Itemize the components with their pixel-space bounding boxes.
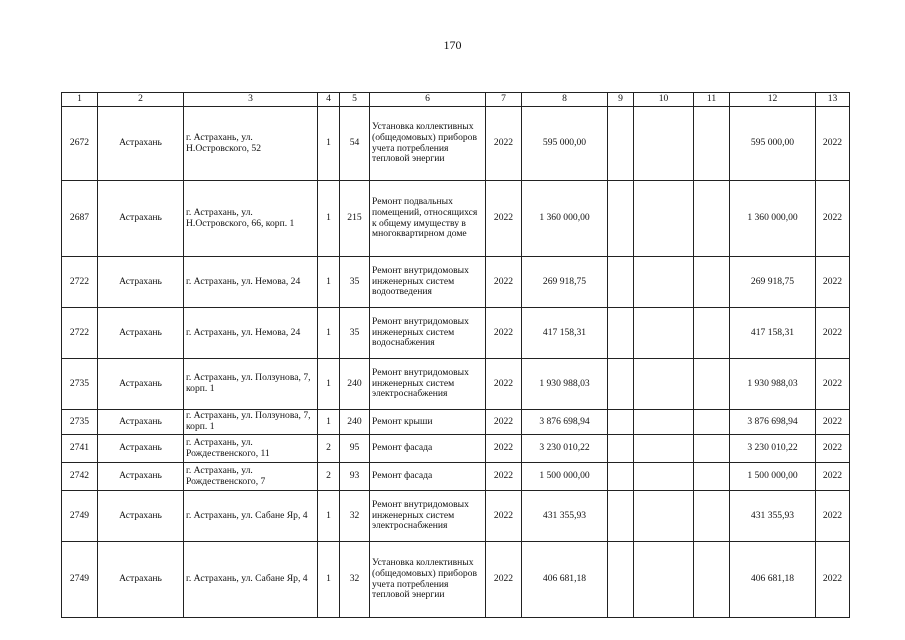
cell-work-type: Ремонт подвальных помещений, относящихся к общему имуществу в многоквартирном доме — [370, 181, 486, 257]
cell-municipality: Астрахань — [98, 107, 184, 181]
cell-col-9 — [608, 542, 634, 618]
cell-cost-regional: 1 930 988,03 — [730, 359, 816, 410]
table-row — [62, 181, 850, 257]
cell-col-9 — [608, 435, 634, 463]
cell-municipality: Астрахань — [98, 463, 184, 491]
cell-row-id: 2742 — [62, 463, 98, 491]
cell-cost-total: 269 918,75 — [522, 257, 608, 308]
cell-col-11 — [694, 359, 730, 410]
cell-col-4: 1 — [318, 257, 340, 308]
column-header-10: 10 — [634, 93, 694, 107]
table-row — [62, 435, 850, 463]
cell-cost-total: 1 360 000,00 — [522, 181, 608, 257]
cell-work-type: Ремонт крыши — [370, 410, 486, 435]
cell-row-id: 2722 — [62, 308, 98, 359]
cell-col-10 — [634, 359, 694, 410]
cell-municipality: Астрахань — [98, 410, 184, 435]
table-row — [62, 107, 850, 181]
cell-work-type: Установка коллективных (общедомовых) приборов учета потребления тепловой энергии — [370, 542, 486, 618]
cell-col-11 — [694, 257, 730, 308]
cell-municipality: Астрахань — [98, 542, 184, 618]
cell-address: г. Астрахань, ул. Сабане Яр, 4 — [184, 542, 318, 618]
cell-col-5: 32 — [340, 542, 370, 618]
cell-col-9 — [608, 181, 634, 257]
column-header-11: 11 — [694, 93, 730, 107]
cell-address: г. Астрахань, ул. Рождественского, 11 — [184, 435, 318, 463]
column-header-4: 4 — [318, 93, 340, 107]
cell-year-end: 2022 — [816, 359, 850, 410]
cell-col-11 — [694, 410, 730, 435]
cell-col-4: 1 — [318, 181, 340, 257]
cell-cost-regional: 1 360 000,00 — [730, 181, 816, 257]
column-header-7: 7 — [486, 93, 522, 107]
cell-year-start: 2022 — [486, 257, 522, 308]
table-row — [62, 463, 850, 491]
table-row — [62, 491, 850, 542]
cell-col-4: 1 — [318, 308, 340, 359]
table-header-row — [62, 93, 850, 107]
cell-cost-regional: 406 681,18 — [730, 542, 816, 618]
cell-municipality: Астрахань — [98, 359, 184, 410]
cell-cost-regional: 3 230 010,22 — [730, 435, 816, 463]
cell-address: г. Астрахань, ул. Рождественского, 7 — [184, 463, 318, 491]
cell-year-end: 2022 — [816, 542, 850, 618]
cell-cost-regional: 3 876 698,94 — [730, 410, 816, 435]
cell-address: г. Астрахань, ул. Ползунова, 7, корп. 1 — [184, 410, 318, 435]
cell-col-10 — [634, 410, 694, 435]
cell-year-end: 2022 — [816, 107, 850, 181]
cell-col-10 — [634, 491, 694, 542]
cell-year-start: 2022 — [486, 359, 522, 410]
cell-col-5: 240 — [340, 359, 370, 410]
cell-col-10 — [634, 435, 694, 463]
cell-col-4: 2 — [318, 435, 340, 463]
cell-col-9 — [608, 410, 634, 435]
cell-row-id: 2749 — [62, 542, 98, 618]
cell-year-start: 2022 — [486, 308, 522, 359]
column-header-13: 13 — [816, 93, 850, 107]
cell-row-id: 2735 — [62, 410, 98, 435]
table-body — [62, 93, 850, 618]
cell-col-10 — [634, 257, 694, 308]
column-header-5: 5 — [340, 93, 370, 107]
cell-work-type: Ремонт внутридомовых инженерных систем водоотведения — [370, 257, 486, 308]
cell-col-4: 1 — [318, 491, 340, 542]
cell-col-10 — [634, 542, 694, 618]
cell-row-id: 2672 — [62, 107, 98, 181]
cell-col-4: 1 — [318, 542, 340, 618]
cell-col-11 — [694, 542, 730, 618]
cell-col-9 — [608, 463, 634, 491]
cell-year-end: 2022 — [816, 435, 850, 463]
column-header-8: 8 — [522, 93, 608, 107]
table-row — [62, 410, 850, 435]
column-header-6: 6 — [370, 93, 486, 107]
cell-row-id: 2749 — [62, 491, 98, 542]
cell-address: г. Астрахань, ул. Сабане Яр, 4 — [184, 491, 318, 542]
column-header-2: 2 — [98, 93, 184, 107]
cell-col-11 — [694, 107, 730, 181]
cell-cost-total: 406 681,18 — [522, 542, 608, 618]
cell-work-type: Ремонт фасада — [370, 463, 486, 491]
cell-col-4: 1 — [318, 107, 340, 181]
cell-col-5: 215 — [340, 181, 370, 257]
cell-col-10 — [634, 181, 694, 257]
cell-cost-total: 3 230 010,22 — [522, 435, 608, 463]
cell-work-type: Ремонт внутридомовых инженерных систем водоснабжения — [370, 308, 486, 359]
column-header-9: 9 — [608, 93, 634, 107]
cell-year-start: 2022 — [486, 491, 522, 542]
cell-municipality: Астрахань — [98, 435, 184, 463]
cell-cost-regional: 269 918,75 — [730, 257, 816, 308]
cell-col-5: 54 — [340, 107, 370, 181]
table-row — [62, 359, 850, 410]
cell-year-end: 2022 — [816, 308, 850, 359]
cell-year-end: 2022 — [816, 491, 850, 542]
cell-col-4: 1 — [318, 410, 340, 435]
cell-year-end: 2022 — [816, 257, 850, 308]
cell-address: г. Астрахань, ул. Н.Островского, 66, корп. 1 — [184, 181, 318, 257]
cell-col-5: 35 — [340, 257, 370, 308]
cell-cost-total: 417 158,31 — [522, 308, 608, 359]
cell-municipality: Астрахань — [98, 308, 184, 359]
cell-col-11 — [694, 308, 730, 359]
cell-col-5: 35 — [340, 308, 370, 359]
cell-cost-regional: 1 500 000,00 — [730, 463, 816, 491]
table-row — [62, 308, 850, 359]
cell-col-9 — [608, 257, 634, 308]
cell-cost-total: 3 876 698,94 — [522, 410, 608, 435]
cell-cost-total: 595 000,00 — [522, 107, 608, 181]
cell-row-id: 2687 — [62, 181, 98, 257]
cell-col-9 — [608, 308, 634, 359]
cell-cost-total: 1 500 000,00 — [522, 463, 608, 491]
cell-year-end: 2022 — [816, 410, 850, 435]
table-row — [62, 257, 850, 308]
cell-address: г. Астрахань, ул. Немова, 24 — [184, 308, 318, 359]
cell-col-5: 95 — [340, 435, 370, 463]
page-number: 170 — [443, 38, 462, 52]
table-row — [62, 542, 850, 618]
cell-year-end: 2022 — [816, 181, 850, 257]
column-header-12: 12 — [730, 93, 816, 107]
cell-col-10 — [634, 463, 694, 491]
cell-cost-regional: 431 355,93 — [730, 491, 816, 542]
cell-year-end: 2022 — [816, 463, 850, 491]
registry-table — [61, 92, 850, 618]
cell-year-start: 2022 — [486, 107, 522, 181]
cell-address: г. Астрахань, ул. Немова, 24 — [184, 257, 318, 308]
cell-address: г. Астрахань, ул. Н.Островского, 52 — [184, 107, 318, 181]
cell-col-11 — [694, 491, 730, 542]
cell-col-11 — [694, 435, 730, 463]
cell-municipality: Астрахань — [98, 257, 184, 308]
cell-cost-total: 1 930 988,03 — [522, 359, 608, 410]
cell-col-9 — [608, 359, 634, 410]
cell-col-4: 1 — [318, 359, 340, 410]
cell-col-5: 240 — [340, 410, 370, 435]
cell-municipality: Астрахань — [98, 181, 184, 257]
cell-work-type: Ремонт фасада — [370, 435, 486, 463]
cell-col-9 — [608, 107, 634, 181]
cell-year-start: 2022 — [486, 410, 522, 435]
cell-col-11 — [694, 181, 730, 257]
cell-col-9 — [608, 491, 634, 542]
cell-year-start: 2022 — [486, 181, 522, 257]
cell-col-10 — [634, 308, 694, 359]
cell-year-start: 2022 — [486, 435, 522, 463]
cell-cost-regional: 417 158,31 — [730, 308, 816, 359]
cell-cost-total: 431 355,93 — [522, 491, 608, 542]
cell-work-type: Ремонт внутридомовых инженерных систем электроснабжения — [370, 491, 486, 542]
cell-col-10 — [634, 107, 694, 181]
cell-cost-regional: 595 000,00 — [730, 107, 816, 181]
cell-col-5: 32 — [340, 491, 370, 542]
cell-row-id: 2741 — [62, 435, 98, 463]
cell-col-5: 93 — [340, 463, 370, 491]
cell-municipality: Астрахань — [98, 491, 184, 542]
cell-col-11 — [694, 463, 730, 491]
cell-year-start: 2022 — [486, 463, 522, 491]
column-header-3: 3 — [184, 93, 318, 107]
cell-year-start: 2022 — [486, 542, 522, 618]
cell-address: г. Астрахань, ул. Ползунова, 7, корп. 1 — [184, 359, 318, 410]
cell-row-id: 2735 — [62, 359, 98, 410]
cell-col-4: 2 — [318, 463, 340, 491]
cell-work-type: Ремонт внутридомовых инженерных систем электроснабжения — [370, 359, 486, 410]
cell-work-type: Установка коллективных (общедомовых) приборов учета потребления тепловой энергии — [370, 107, 486, 181]
cell-row-id: 2722 — [62, 257, 98, 308]
column-header-1: 1 — [62, 93, 98, 107]
